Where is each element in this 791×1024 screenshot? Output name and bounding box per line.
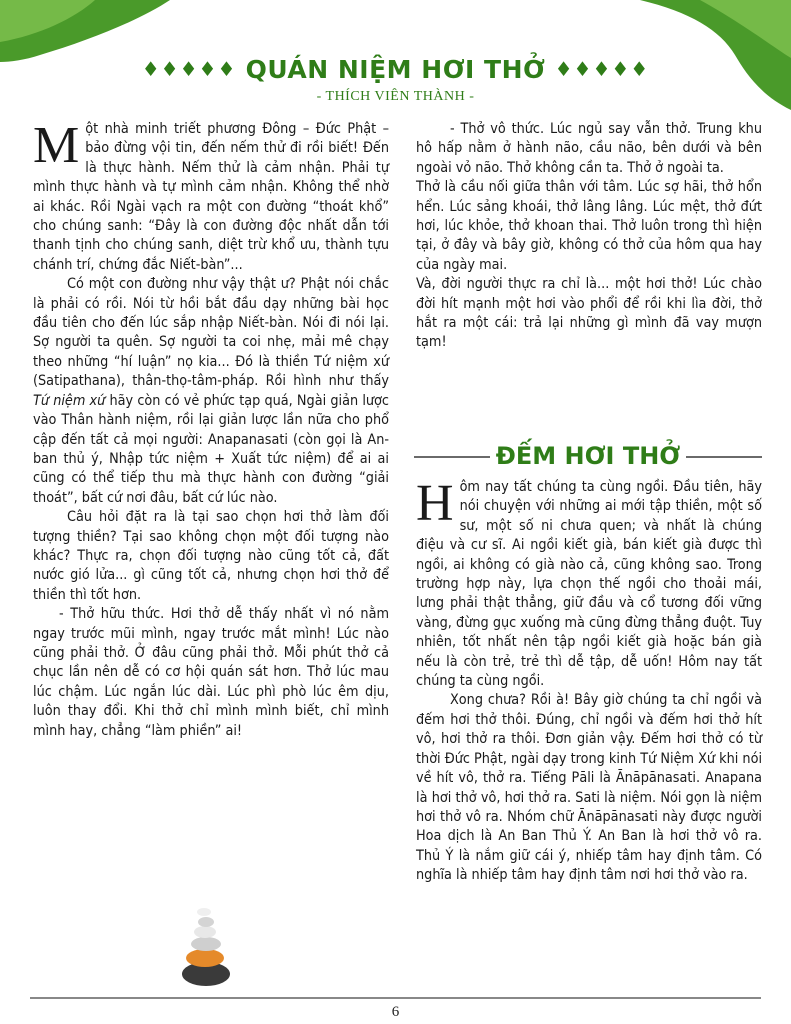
paragraph xyxy=(416,475,762,691)
stacked-stones-icon xyxy=(178,900,238,990)
diamond-ornament-left-icon: ♦♦♦♦♦ xyxy=(141,57,237,81)
drop-cap: H xyxy=(416,475,454,532)
paragraph: Và, đời người thực ra chỉ là... một hơi thở! Lúc chào đời hít mạnh một hơi vào phổi để rồi khi lìa đời, thở hắt ra một cái: trả lại những gì mình đã vay mượn tạm! xyxy=(416,276,762,351)
paragraph: Câu hỏi đặt ra là tại sao chọn hơi thở làm đối tượng thiền? Tại sao không chọn một đối tượng nào khác? Thực ra, chọn đối tượng nào cũng tốt cả, đất nước gió lửa... gì cũng tốt cả, nhưng chọn hơi thở để thiền thì tốt hơn. xyxy=(33,509,389,603)
drop-cap: M xyxy=(33,117,80,174)
paragraph-text: ột nhà minh triết phương Đông – Đức Phật – bảo đừng vội tin, đến nếm thử đi rồi biết! Đến là thực hành. Nếm thử là cảm nhận. Phải tự mình thực hành và tự mình cảm nhận. Không thể nhờ ai khác. Rồi Ngài vạch ra một con đường “thoát khổ” cho chúng sanh: “Đây là con đường độc nhất dẫn tới thanh tịnh cho chúng sanh, diệt trừ khổ ưu, thành tựu chánh trí, chứng đắc Niết-bàn”... xyxy=(33,121,389,273)
left-column xyxy=(33,117,389,741)
paragraph xyxy=(33,275,389,508)
title-text: QUÁN NIỆM HƠI THỞ xyxy=(245,55,546,84)
right-column-bottom xyxy=(416,475,763,886)
paragraph-text: Có một con đường như vậy thật ư? Phật nói chắc là phải có rồi. Nói từ hồi bắt đầu dạy những bài học đầu tiên cho đến lúc sắp nhập Niết-bàn. Nói đi nói lại. Sợ người ta quên. Sợ người ta coi nhẹ, mải mê chạy theo những “hí luận” nọ kia... Đó là thiền Tứ niệm xứ (Satipathana), thân-thọ-tâm-pháp. Rồi hình như thấy xyxy=(33,276,389,390)
footer-rule xyxy=(30,997,761,999)
paragraph xyxy=(33,117,389,275)
paragraph-text: hãy còn có vẻ phức tạp quá, Ngài giản lược vào Thân hành niệm, rồi lại giản lược lần nữa cho phổ cập đến tất cả mọi người: Anapanasati (còn gọi là An-ban thủ ý, Nhập tức niệm + Xuất tức niệm) để ai ai cũng có thể tiếp thu mà thực hành con đường “giải thoát”, bất cứ nơi đâu, bất cứ lúc nào. xyxy=(33,392,389,506)
article-title xyxy=(0,55,791,84)
paragraph: - Thở hữu thức. Hơi thở dễ thấy nhất vì nó nằm ngay trước mũi mình, ngay trước mắt mình! Lúc nào cũng phải thở. Ở đâu cũng phải thở. Mỗi phút thở cả chục lần nên dễ có cơ hội quán sát hơn. Thở lúc mau lúc chậm. Lúc ngắn lúc dài. Lúc phì phò lúc êm dịu, luôn thay đổi. Khi thở chỉ mình mình biết, chỉ mình mình hay, chẳng “làm phiền” ai! xyxy=(33,606,389,739)
page-number: 6 xyxy=(391,1004,400,1020)
section-heading xyxy=(408,440,768,474)
heading-rule-right xyxy=(686,456,762,458)
paragraph: - Thở vô thức. Lúc ngủ say vẫn thở. Trung khu hô hấp nằm ở hành não, cầu não, bên dưới và bên ngoài vỏ não. Thở không cần ta. Thở ở ngoài ta. xyxy=(416,121,762,176)
author-line: - THÍCH VIÊN THÀNH - xyxy=(316,89,475,104)
diamond-ornament-right-icon: ♦♦♦♦♦ xyxy=(554,57,650,81)
paragraph: Xong chưa? Rồi à! Bây giờ chúng ta chỉ ngồi và đếm hơi thở thôi. Đúng, chỉ ngồi và đếm hơi thở hít vô, hơi thở ra thôi. Đơn giản vậy. Đếm hơi thở có từ thời Đức Phật, ngài dạy trong kinh Tứ Niệm Xứ khi nói về hít vô, thở ra. Tiếng Pāli là Ānāpānasati. Anapana là hơi thở vô, hơi thở ra. Sati là niệm. Nói gọn là niệm hơi thở vô ra. Nhóm chữ Ānāpānasati này được người Hoa dịch là An Ban Thủ Ý. An Ban là hơi thở vô ra. Thủ Ý là nắm giữ cái ý, nhiếp tâm hay định tâm. Có nghĩa là nhiếp tâm hay định tâm nơi hơi thở vào ra. xyxy=(416,692,763,884)
paragraph: Thở là cầu nối giữa thân với tâm. Lúc sợ hãi, thở hổn hển. Lúc sảng khoái, thở lâng lâng. Lúc mệt, thở đứt hơi, lúc khỏe, thở khoan thai. Thở luôn trong thì hiện tại, ở đây và bây giờ, không có thở của hôm qua hay của ngày mai. xyxy=(416,179,762,273)
paragraph-text: ôm nay tất chúng ta cùng ngồi. Đầu tiên, hãy nói chuyện với những ai mới tập thiền, một số sư, một số ni chưa quen; và nhất là chúng điệu và cư sĩ. Ai ngồi kiết già, bán kiết già được thì ngồi, ai không có già nào cả, cũng không sao. Trong trường hợp này, lựa chọn thế ngồi cho thoải mái, lưng phải thật thẳng, giữ đầu và cổ tương đối vững vàng, đừng gục xuống mà cũng đừng thẳng đuột. Tuy nhiên, tốt nhất nên tập ngồi kiết già hoặc bán già nếu là còn trẻ, trẻ thì dễ tập, dễ uốn! Hôm nay tất chúng ta cùng ngồi. xyxy=(416,479,762,690)
section-title-text: ĐẾM HƠI THỞ xyxy=(495,442,681,470)
right-column-top xyxy=(416,120,762,353)
emphasis-text: Tứ niệm xứ xyxy=(33,392,106,409)
